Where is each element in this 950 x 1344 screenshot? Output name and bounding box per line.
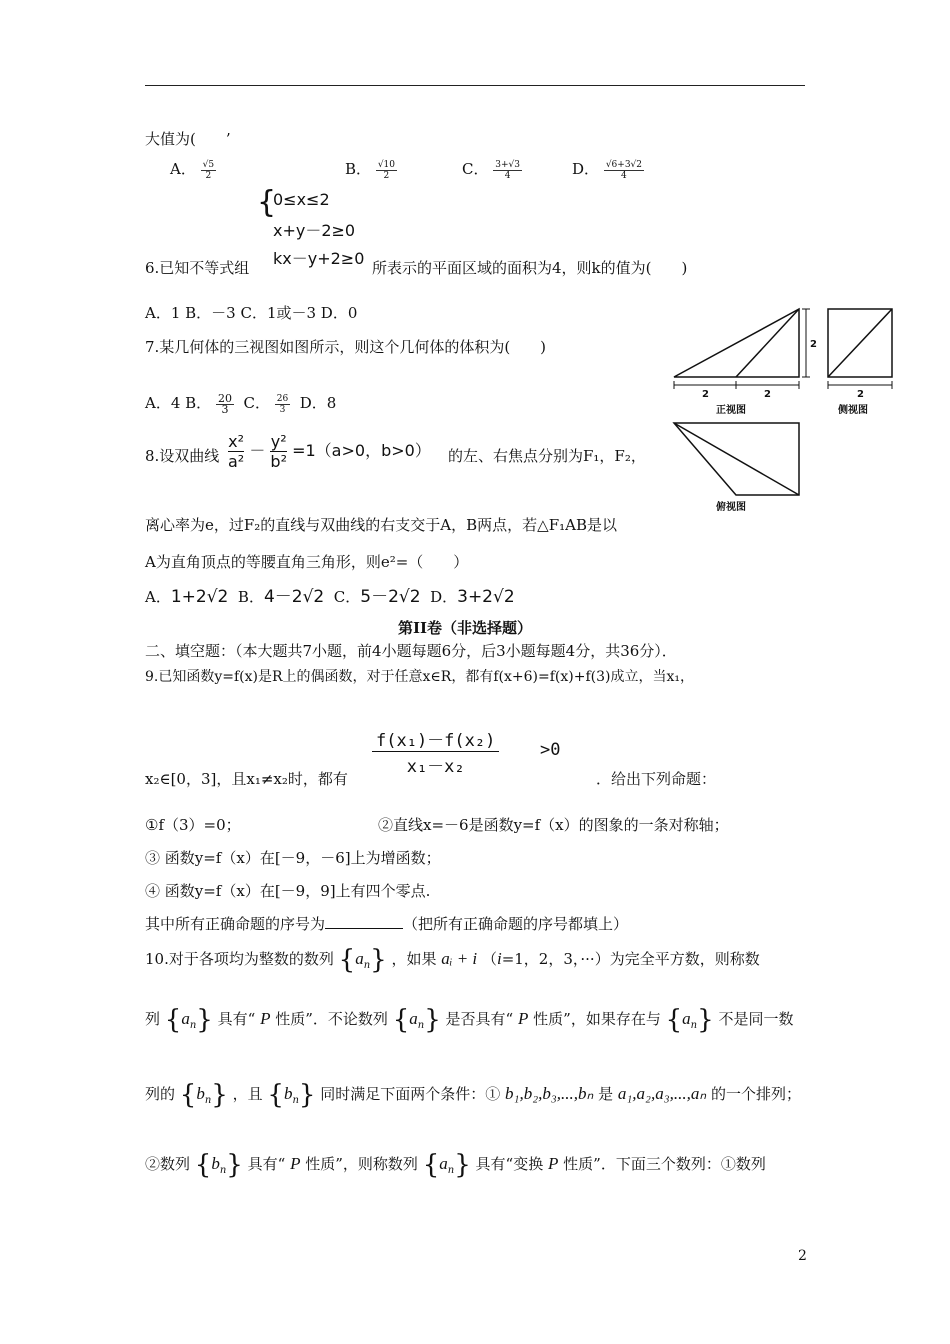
three-view-figure <box>668 305 908 515</box>
section-title: 第II卷（非选择题） <box>398 619 533 637</box>
q9-answer-line: 其中所有正确命题的序号为 （把所有正确命题的序号都填上） <box>145 915 629 933</box>
front-view-label: 正视图 <box>716 405 746 416</box>
q9-gt-zero: >0 <box>540 740 561 760</box>
q5-option-a: A． $\frac{√5}{2}$ <box>170 159 215 181</box>
side-view-diagonal <box>828 309 892 377</box>
front-view-inner-edge <box>736 309 799 377</box>
inequality-3: kx－y+2≥0 <box>273 249 365 268</box>
header-rule <box>145 85 805 86</box>
section-heading: 二、填空题：（本大题共7小题，前4小题每题6分，后3小题每题4分，共36分）． <box>145 642 677 660</box>
q5-option-d: D． $\frac{√6+3√2}{4}$ <box>572 159 643 181</box>
inequality-1: 0≤x≤2 <box>273 190 330 209</box>
q9-fraction: f(x₁)－f(x₂) x₁－x₂ <box>372 726 499 777</box>
q7-stem: 7.某几何体的三视图如图所示，则这个几何体的体积为( ) <box>145 338 547 356</box>
q8-line2: 离心率为e，过F₂的直线与双曲线的右支交于A，B两点，若△F₁AB是以 <box>145 516 617 534</box>
q6-options: A．1 B．－3 C．1或－3 D．0 <box>145 304 358 322</box>
answer-blank[interactable] <box>325 914 403 929</box>
system-brace: { <box>257 185 277 220</box>
top-view-label: 俯视图 <box>716 502 746 513</box>
front-view-height-dim <box>802 309 810 377</box>
front-view-dim-line <box>674 381 799 389</box>
dim-front-left: 2 <box>702 389 709 400</box>
q6-suffix: 所表示的平面区域的面积为4，则k的值为( ) <box>372 259 688 277</box>
q8-line3: A为直角顶点的等腰直角三角形，则e²=（ ） <box>145 553 469 571</box>
dim-front-right: 2 <box>764 389 771 400</box>
q9-prop-3: ③ 函数y=f（x）在[－9，－6]上为增函数； <box>145 849 441 867</box>
q5-option-c: C． $\frac{3+√3}{4}$ <box>462 159 520 181</box>
q7-options: A．4 B． $\frac{20}{3}$ C． $\frac{26}{3}$ D．8 <box>145 391 337 416</box>
dim-front-height: 2 <box>810 339 817 350</box>
side-view-dim-line <box>828 381 892 389</box>
q10-line4: ②数列 $\{b_n\}$ 具有“ P 性质”，则称数列 $\{a_n\}$ 具有“变换 P 性质”．下面三个数列：①数列 <box>145 1150 766 1180</box>
q9-prop-1: ①f（3）=0； <box>145 816 241 834</box>
q9-line1: 9.已知函数y=f(x)是R上的偶函数，对于任意x∈R，都有f(x+6)=f(x)+f(3)成立，当x₁， <box>145 669 694 685</box>
q8-options: A．1+2√2 B．4－2√2 C．5－2√2 D．3+2√2 <box>145 587 515 607</box>
front-view-outer <box>674 309 799 377</box>
q9-line2-prefix: x₂∈[0，3]，且x₁≠x₂时，都有 <box>145 770 348 788</box>
top-view-diagonal <box>674 423 799 495</box>
page-number: 2 <box>798 1248 807 1264</box>
q10-line1: 10.对于各项均为整数的数列 $\{a_n\}$ ，如果 aᵢ + i （i=1，2，3，···）为完全平方数，则称数 <box>145 945 760 975</box>
q8-prefix: 8.设双曲线 <box>145 447 220 465</box>
q5-option-b: B． $\frac{√10}{2}$ <box>345 159 395 181</box>
q9-line2-suffix: ．给出下列命题： <box>596 770 717 788</box>
dim-side-width: 2 <box>857 389 864 400</box>
q6-prefix: 6.已知不等式组 <box>145 259 250 277</box>
q8-hyperbola: $\frac{\text{x²}}{\text{a²}}$ － $\frac{\text{y²}}{\text{b²}}$ =1（a>0，b>0） <box>228 432 431 471</box>
q8-suffix: 的左、右焦点分别为F₁，F₂， <box>448 447 646 465</box>
q9-prop-4: ④ 函数y=f（x）在[－9，9]上有四个零点. <box>145 882 431 900</box>
q5-stem-tail: 大值为( ’ <box>145 130 231 148</box>
q10-line2: 列 $\{a_n\}$ 具有“ P 性质”．不论数列 $\{a_n\}$ 是否具有“ P 性质”，如果存在与 $\{a_n\}$ 不是同一数 <box>145 1005 794 1035</box>
q10-line3: 列的 $\{b_n\}$ ，且 $\{b_n\}$ 同时满足下面两个条件：① b₁,b₂,b₃,...,bₙ 是 a₁,a₂,a₃,...,aₙ 的一个排列； <box>145 1080 801 1110</box>
side-view-label: 侧视图 <box>838 405 868 416</box>
q9-prop-2: ②直线x=－6是函数y=f（x）的图象的一条对称轴； <box>378 816 729 834</box>
inequality-2: x+y－2≥0 <box>273 221 356 240</box>
seq-an: $\{a_n\}$ <box>338 945 387 975</box>
